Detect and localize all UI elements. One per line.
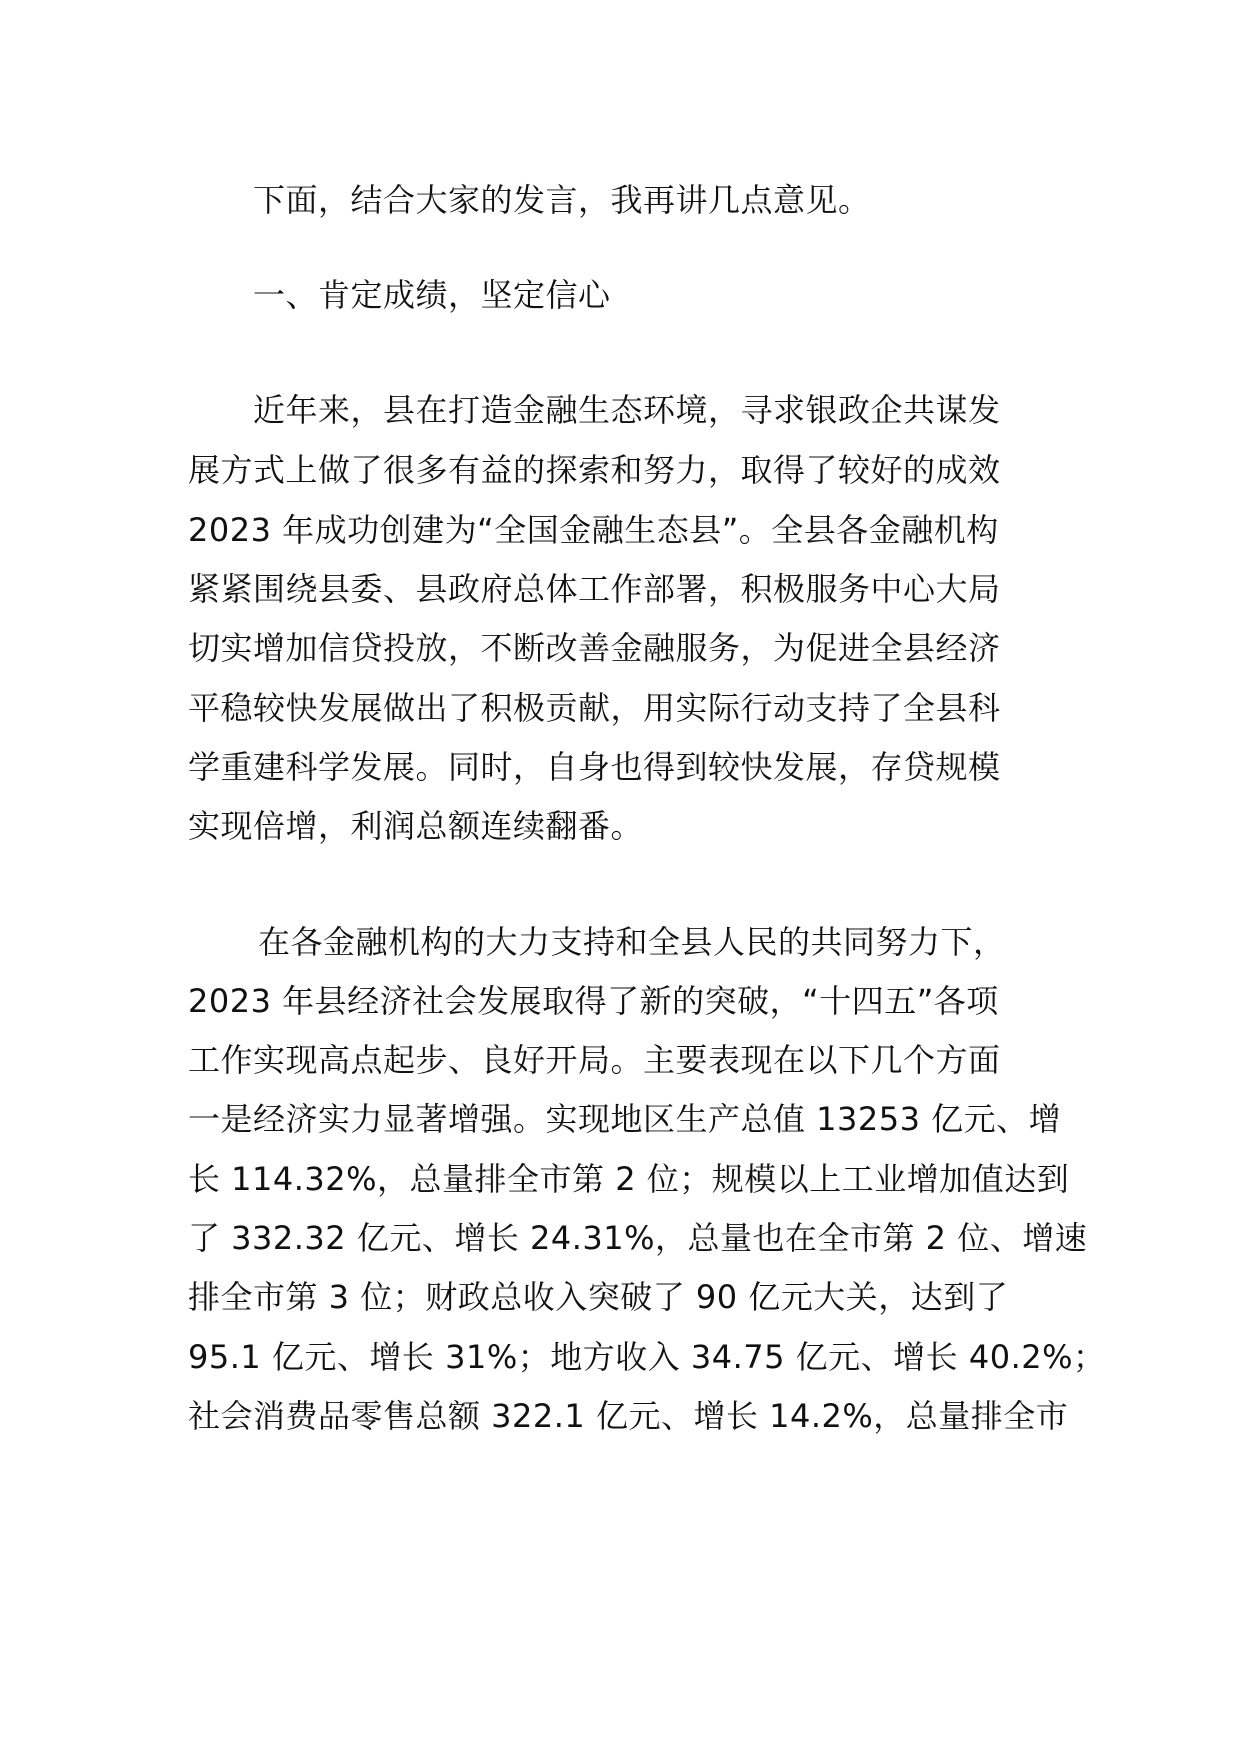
paragraph-2-line: 2023 年县经济社会发展取得了新的突破，“十四五”各项 — [188, 982, 999, 1020]
paragraph-1-line: 紧紧围绕县委、县政府总体工作部署，积极服务中心大局 — [188, 570, 1001, 608]
paragraph-2-line: 95.1 亿元、增长 31%；地方收入 34.75 亿元、增长 40.2%； — [188, 1338, 1106, 1376]
intro-line: 下面，结合大家的发言，我再讲几点意见。 — [253, 181, 871, 219]
paragraph-2-line: 在各金融机构的大力支持和全县人民的共同努力下， — [258, 923, 1006, 961]
paragraph-1-line: 切实增加信贷投放，不断改善金融服务，为促进全县经济 — [188, 629, 1001, 667]
paragraph-2-line: 一是经济实力显著增强。实现地区生产总值 13253 亿元、增 — [188, 1100, 1062, 1138]
paragraph-1-line: 近年来，县在打造金融生态环境，寻求银政企共谋发 — [253, 391, 1001, 429]
paragraph-2-line: 长 114.32%，总量排全市第 2 位；规模以上工业增加值达到 — [188, 1160, 1070, 1198]
section-heading: 一、肯定成绩，坚定信心 — [253, 276, 611, 314]
paragraph-1-line: 展方式上做了很多有益的探索和努力，取得了较好的成效 — [188, 451, 1001, 489]
paragraph-1-line: 平稳较快发展做出了积极贡献，用实际行动支持了全县科 — [188, 689, 1001, 727]
paragraph-2-line: 排全市第 3 位；财政总收入突破了 90 亿元大关，达到了 — [188, 1278, 1009, 1316]
paragraph-1-line: 学重建科学发展。同时，自身也得到较快发展，存贷规模 — [188, 748, 1001, 786]
paragraph-2-line: 了 332.32 亿元、增长 24.31%，总量也在全市第 2 位、增速 — [188, 1219, 1088, 1257]
paragraph-1-line: 2023 年成功创建为“全国金融生态县”。全县各金融机构 — [188, 511, 999, 549]
paragraph-2-line: 社会消费品零售总额 322.1 亿元、增长 14.2%，总量排全市 — [188, 1397, 1069, 1435]
paragraph-1-line: 实现倍增，利润总额连续翻番。 — [188, 807, 644, 845]
paragraph-2-line: 工作实现高点起步、良好开局。主要表现在以下几个方面 — [188, 1041, 1001, 1079]
